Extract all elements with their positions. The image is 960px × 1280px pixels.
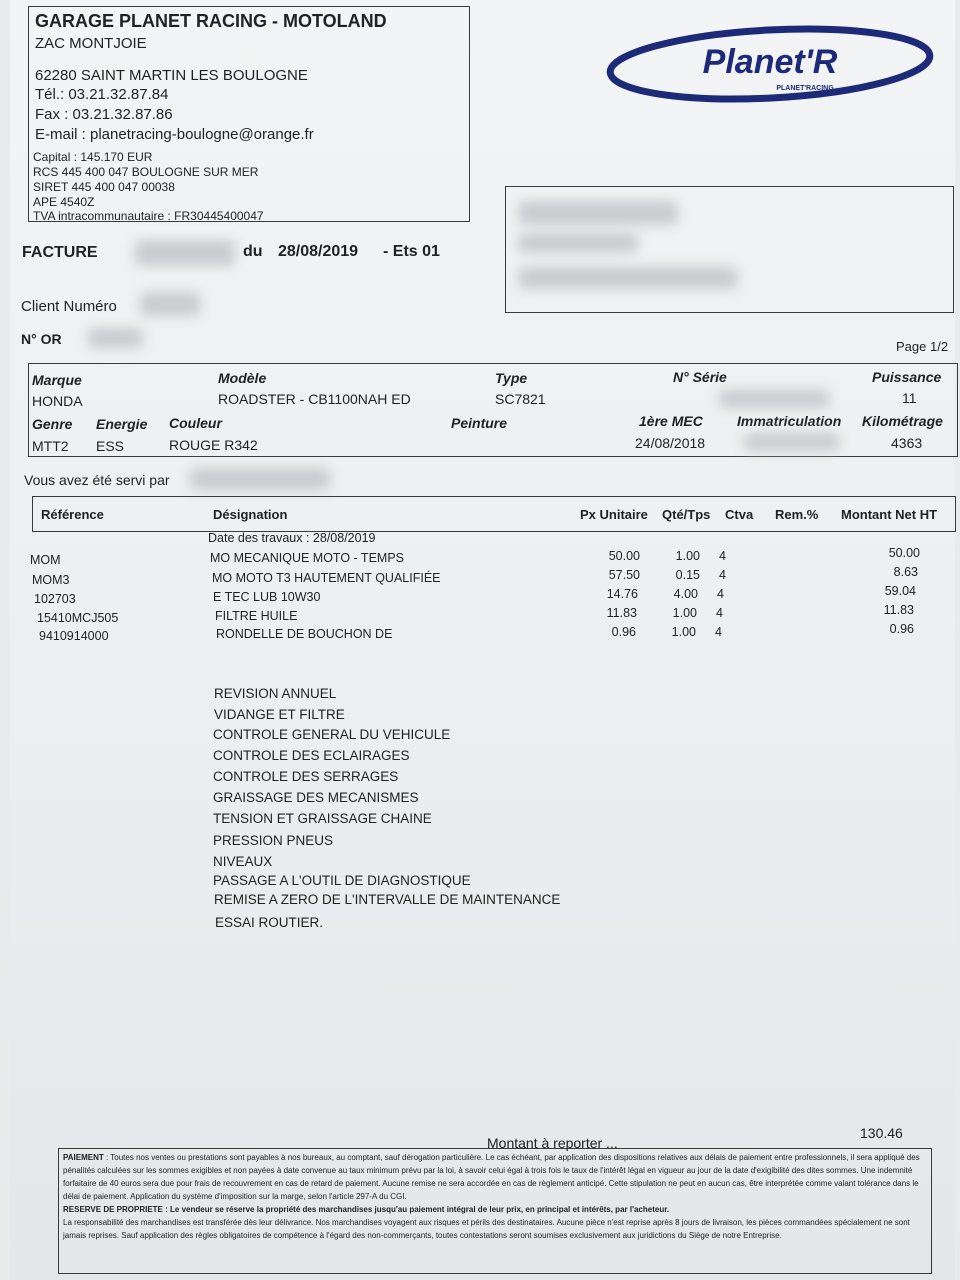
vehicle-info-box bbox=[28, 363, 958, 457]
mec-value: 24/08/2018 bbox=[635, 435, 706, 451]
row-ref: 9410914000 bbox=[39, 629, 109, 643]
ownership-reserve bbox=[63, 1203, 927, 1216]
puissance-value: 11 bbox=[902, 390, 917, 406]
customer-address-box bbox=[505, 186, 954, 313]
marque-label: Marque bbox=[32, 372, 82, 388]
col-qte-tps: Qté/Tps bbox=[662, 507, 711, 522]
col-px-unitaire: Px Unitaire bbox=[580, 507, 648, 522]
row-ref: MOM3 bbox=[32, 573, 70, 587]
row-qty: 1.00 bbox=[671, 625, 696, 639]
redacted-immat bbox=[744, 433, 839, 451]
or-number-label: N° OR bbox=[21, 331, 62, 347]
row-qty: 1.00 bbox=[675, 549, 700, 563]
puissance-label: Puissance bbox=[872, 369, 942, 385]
company-info-box bbox=[28, 6, 470, 222]
genre-label: Genre bbox=[32, 416, 73, 432]
row-qty: 4.00 bbox=[673, 587, 698, 601]
modele-label: Modèle bbox=[218, 370, 267, 386]
row-montant: 8.63 bbox=[893, 565, 918, 579]
km-label: Kilométrage bbox=[862, 413, 943, 429]
company-address1: ZAC MONTJOIE bbox=[35, 35, 147, 52]
col-montant: Montant Net HT bbox=[841, 507, 938, 522]
energie-label: Energie bbox=[96, 416, 148, 432]
reserve-details: La responsabilité des marchandises est transférée dès leur délivrance. Nos marchandises voyagent aux risques et périls des destinataires. Aucune pièce n'est reprise après 8 jours de livraison, les pièces commandées spécialement ne sont jamais reprises. Sauf application des règles obligatoires de compétence à l'égard des non-commerçants, toutes contestations seront soumises exclusivement aux juridictions du Siège de notre Entreprise. bbox=[63, 1218, 910, 1240]
row-ref: 15410MCJ505 bbox=[37, 611, 119, 625]
report-amount: 130.46 bbox=[860, 1125, 903, 1141]
row-ctva: 4 bbox=[715, 625, 722, 639]
mec-label: 1ère MEC bbox=[639, 413, 703, 429]
serie-label: N° Série bbox=[673, 369, 727, 385]
company-ape: APE 4540Z bbox=[33, 195, 95, 209]
redacted-customer-city bbox=[518, 267, 738, 289]
col-reference: Référence bbox=[41, 507, 104, 522]
list-item: VIDANGE ET FILTRE bbox=[214, 707, 345, 722]
row-designation: E TEC LUB 10W30 bbox=[213, 590, 321, 604]
company-tva: TVA intracommunautaire : FR30445400047 bbox=[33, 209, 264, 223]
company-siret: SIRET 445 400 047 00038 bbox=[33, 180, 175, 194]
company-fax: Fax : 03.21.32.87.86 bbox=[35, 106, 173, 123]
immat-label: Immatriculation bbox=[737, 413, 842, 429]
row-pu: 50.00 bbox=[608, 549, 640, 563]
km-value: 4363 bbox=[891, 435, 923, 451]
served-by-label: Vous avez été servi par bbox=[24, 472, 170, 488]
energie-value: ESS bbox=[96, 438, 125, 454]
redacted-customer-line bbox=[518, 233, 638, 253]
planet-r-logo bbox=[605, 24, 935, 104]
date-travaux: Date des travaux : 28/08/2019 bbox=[208, 531, 376, 545]
list-item: TENSION ET GRAISSAGE CHAINE bbox=[213, 811, 432, 826]
list-item: REVISION ANNUEL bbox=[214, 686, 337, 701]
redacted-client-number bbox=[140, 292, 200, 316]
redacted-served-by bbox=[190, 468, 330, 490]
redacted-customer-name bbox=[518, 201, 678, 225]
couleur-label: Couleur bbox=[169, 415, 222, 431]
list-item: ESSAI ROUTIER. bbox=[215, 915, 324, 930]
company-tel: Tél.: 03.21.32.87.84 bbox=[35, 86, 169, 103]
list-item: PASSAGE A L'OUTIL DE DIAGNOSTIQUE bbox=[213, 873, 471, 888]
client-number-label: Client Numéro bbox=[21, 298, 117, 315]
list-item: CONTROLE DES SERRAGES bbox=[213, 769, 399, 784]
row-ctva: 4 bbox=[719, 549, 726, 563]
row-ref: 102703 bbox=[34, 592, 76, 606]
row-pu: 11.83 bbox=[606, 606, 637, 620]
invoice-du: du bbox=[243, 243, 263, 260]
col-designation: Désignation bbox=[213, 507, 288, 522]
row-ctva: 4 bbox=[719, 568, 726, 582]
list-item: REMISE A ZERO DE L'INTERVALLE DE MAINTENANCE bbox=[214, 892, 561, 907]
row-qty: 1.00 bbox=[672, 606, 697, 620]
payment-text: : Toutes nos ventes ou prestations sont payables à nos bureaux, au comptant, sauf dérogation particulière. Le cas échéant, par application des dispositions relatives aux délais de paiement entre professionnels, il sera appliqué des pénalités calculées sur les sommes exigibles et non payées à date convenue au taux minimum prévu par la loi, à savoir celui égal à trois fois le taux de l'intérêt légal en vigueur au jour de la date d'exigibilité des dites sommes. Une indemnité forfaitaire de 40 euros sera due pour frais de recouvrement en cas de retard de paiement. Aucune remise ne sera accordée en cas de règlement anticipé. Cette stipulation ne peut en aucun cas, être interprétée comme valant tolérance dans le délai de paiement. Application du système d'imposition sur la marge, selon l'article 297-A du CGI. bbox=[63, 1153, 920, 1201]
row-designation: MO MOTO T3 HAUTEMENT QUALIFIÉE bbox=[212, 571, 441, 585]
logo-graphic bbox=[605, 24, 935, 104]
row-pu: 0.96 bbox=[611, 625, 636, 639]
redacted-invoice-number bbox=[135, 240, 235, 266]
modele-value: ROADSTER - CB1100NAH ED bbox=[218, 391, 411, 407]
row-designation: MO MECANIQUE MOTO - TEMPS bbox=[210, 551, 404, 565]
company-name: GARAGE PLANET RACING - MOTOLAND bbox=[35, 11, 387, 31]
row-ctva: 4 bbox=[716, 606, 723, 620]
redacted-serie bbox=[719, 390, 829, 408]
report-label: Montant à reporter ... bbox=[487, 1135, 618, 1151]
couleur-value: ROUGE R342 bbox=[169, 437, 258, 453]
row-montant: 59.04 bbox=[884, 584, 916, 598]
list-item: NIVEAUX bbox=[213, 854, 273, 869]
company-email: E-mail : planetracing-boulogne@orange.fr bbox=[35, 126, 314, 143]
row-montant: 0.96 bbox=[889, 622, 914, 636]
row-qty: 0.15 bbox=[675, 568, 700, 582]
list-item: CONTROLE DES ECLAIRAGES bbox=[213, 748, 410, 763]
genre-value: MTT2 bbox=[32, 438, 69, 454]
row-ref: MOM bbox=[30, 553, 61, 567]
table-header bbox=[32, 496, 956, 532]
logo-subtext: PLANET'RACING bbox=[776, 85, 834, 92]
company-capital: Capital : 145.170 EUR bbox=[33, 150, 153, 164]
company-address2: 62280 SAINT MARTIN LES BOULOGNE bbox=[35, 67, 308, 84]
row-designation: RONDELLE DE BOUCHON DE bbox=[216, 627, 393, 641]
invoice-label: FACTURE bbox=[22, 244, 98, 261]
reserve-title: RESERVE DE PROPRIETE bbox=[63, 1205, 163, 1214]
legal-footer bbox=[58, 1148, 932, 1274]
reserve-bold-text: : Le vendeur se réserve la propriété des marchandises jusqu'au paiement intégral de leur prix, en principal et intérêts, par l'acheteur. bbox=[165, 1205, 670, 1214]
payment-title: PAIEMENT bbox=[63, 1153, 104, 1162]
list-item: CONTROLE GENERAL DU VEHICULE bbox=[213, 727, 451, 742]
invoice-ets: - Ets 01 bbox=[383, 243, 440, 260]
logo-text: Planet'R bbox=[702, 43, 838, 81]
page-number: Page 1/2 bbox=[896, 339, 949, 354]
row-pu: 14.76 bbox=[606, 587, 638, 601]
col-rem: Rem.% bbox=[775, 507, 819, 522]
company-rcs: RCS 445 400 047 BOULOGNE SUR MER bbox=[33, 165, 259, 179]
list-item: GRAISSAGE DES MECANISMES bbox=[213, 790, 419, 805]
row-ctva: 4 bbox=[717, 587, 724, 601]
row-montant: 11.83 bbox=[883, 603, 914, 617]
payment-terms bbox=[63, 1151, 927, 1203]
row-pu: 57.50 bbox=[608, 568, 640, 582]
list-item: PRESSION PNEUS bbox=[213, 833, 334, 848]
row-montant: 50.00 bbox=[888, 546, 920, 560]
marque-value: HONDA bbox=[32, 393, 83, 409]
col-ctva: Ctva bbox=[725, 507, 754, 522]
redacted-or-number bbox=[88, 328, 143, 348]
type-value: SC7821 bbox=[495, 391, 546, 407]
invoice-page bbox=[10, 0, 955, 1280]
type-label: Type bbox=[495, 370, 528, 386]
invoice-date: 28/08/2019 bbox=[278, 243, 359, 260]
peinture-label: Peinture bbox=[451, 415, 508, 431]
row-designation: FILTRE HUILE bbox=[215, 609, 298, 623]
